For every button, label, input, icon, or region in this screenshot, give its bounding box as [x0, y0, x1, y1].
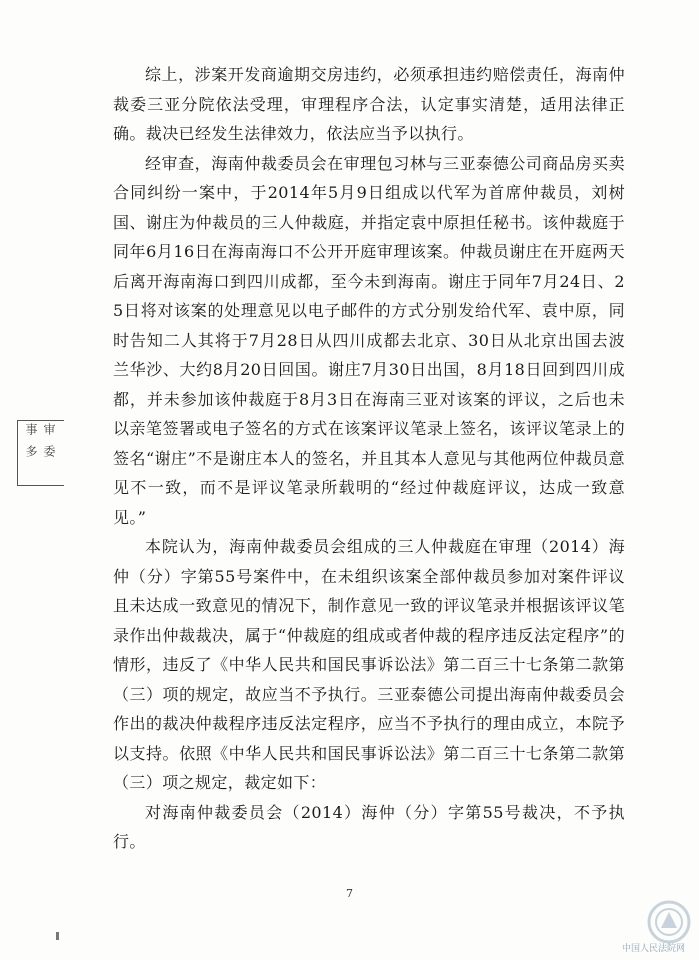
- document-body: [113, 60, 625, 857]
- paragraph-review: 经审查，海南仲裁委员会在审理包习林与三亚泰德公司商品房买卖合同纠纷一案中，于2014年5月9日组成以代军为首席仲裁员，刘树国、谢庄为仲裁员的三人仲裁庭，并指定袁中原担任秘书。该仲裁庭于同年6月16日在海南海口不公开开庭审理该案。仲裁员谢庄在开庭两天后离开海南海口到四川成都，至今未到海南。谢庄于同年7月24日、25日将对该案的处理意见以电子邮件的方式分别发给代军、袁中原，同时告知二人其将于7月28日从四川成都去北京、30日从北京出国去波兰华沙、大约8月20日回国。谢庄7月30日出国，8月18日回到四川成都，并未参加该仲裁庭于8月3日在海南三亚对该案的评议，之后也未以亲笔签署或电子签名的方式在该案评议笔录上签名，该评议笔录上的签名“谢庄”不是谢庄本人的签名，并且其本人意见与其他两位仲裁员意见不一致，而不是评议笔录所载明的“经过仲裁庭评议，达成一致意见。”: [113, 153, 625, 527]
- paragraph-court-opinion: 本院认为，海南仲裁委员会组成的三人仲裁庭在审理（2014）海仲（分）字第55号案件中，在未组织该案全部仲裁员参加对案件评议且未达成一致意见的情况下，制作意见一致的评议笔录并根据该评议笔录作出仲裁裁决，属于“仲裁庭的组成或者仲裁的程序违反法定程序”的情形，违反了《中华人民共和国民事诉讼法》第二百三十七条第二款第（三）项的规定，故应当不予执行。三亚泰德公司提出海南仲裁委员会作出的裁决仲裁程序违反法定程序，应当不予执行的理由成立，本院予以支持。依照《中华人民共和国民事诉讼法》第二百三十七条第二款第（三）项之规定，裁定如下：: [113, 537, 625, 792]
- paragraph-summary: 综上，涉案开发商逾期交房违约，必须承担违约赔偿责任，海南仲裁委三亚分院依法受理，审理程序合法，认定事实清楚，适用法律正确。裁决已经发生法律效力，依法应当予以执行。: [113, 65, 625, 143]
- page-number: 7: [346, 887, 353, 900]
- side-stamp-column-1: 事 多: [24, 423, 38, 460]
- side-stamp-column-2: 审 委: [42, 423, 56, 460]
- margin-mark: [56, 932, 59, 940]
- side-seal-stamp: [17, 420, 64, 486]
- paragraph-ruling: 对海南仲裁委员会（2014）海仲（分）字第55号裁决，不予执行。: [113, 802, 625, 851]
- watermark-caption: 中国人民法院网: [621, 944, 685, 954]
